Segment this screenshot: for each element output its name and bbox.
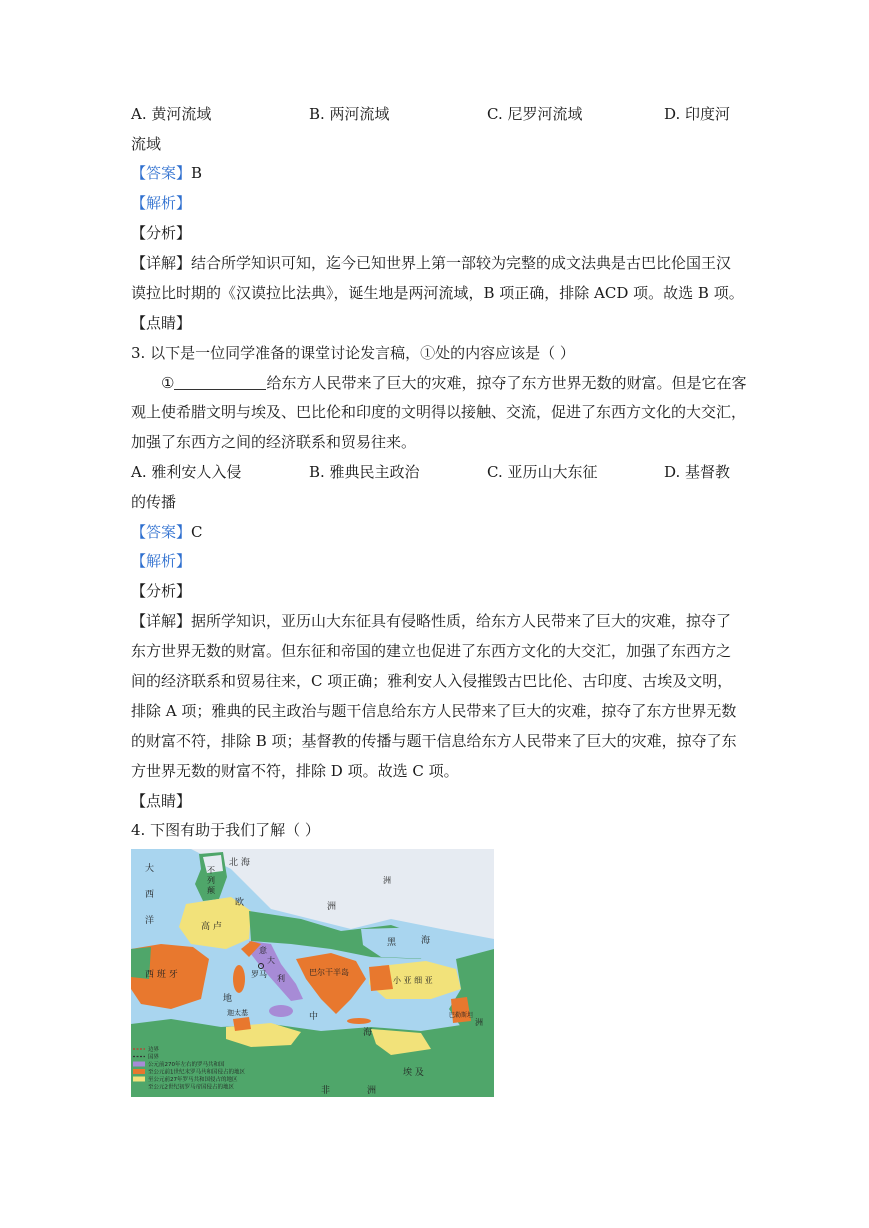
q3-quote-line-2: 观上使希腊文明与埃及、巴比伦和印度的文明得以接触、交流，促进了东西方文化的大交汇， [131,403,747,421]
detail-tag: 【详解】 [131,254,192,272]
label-palestine: 巴勒斯坦 [449,1012,474,1019]
detail-text: 据所学知识，亚历山大东征具有侵略性质，给东方人民带来了巨大的灾难，掠夺了 [191,612,732,630]
detail-tag: 【详解】 [131,612,192,630]
q3-answer [131,521,203,543]
q2-option-c[interactable]: C. 尼罗河流域 [487,105,583,123]
q3-quote-line-3: 加强了东西方之间的经济联系和贸易往来。 [131,433,417,451]
legend-label-5: 至公元2世纪初罗马帝国侵占的地区 [148,1084,235,1091]
label-europe-2: 洲 [327,902,337,912]
legend-swatch-5 [133,1084,145,1089]
detail-text: 结合所学知识可知，迄今已知世界上第一部较为完整的成文法典是古巴比伦国王汉 [191,254,732,272]
q3-detail-line-5: 的财富不符，排除 B 项；基督教的传播与题干信息给东方人民带来了巨大的灾难，掠夺了东 [131,732,737,750]
q2-fenxi: 【分析】 [131,224,192,242]
label-africa-2: 洲 [367,1086,377,1096]
map-asia-minor-west [369,965,393,991]
label-north-sea: 北 海 [229,858,250,868]
q3-detail-line-3: 间的经济联系和贸易往来，C 项正确；雅利安人入侵摧毁古巴比伦、古印度、古埃及文明， [131,672,733,690]
quote-text: 给东方人民带来了巨大的灾难，掠夺了东方世界无数的财富。但是它在客 [266,374,747,392]
answer-value: B [191,164,203,182]
map-crete [347,1018,371,1024]
legend-label-2: 公元前270年左右的罗马共和国 [148,1062,225,1068]
label-italy-2: 大 [267,956,275,965]
q2-option-d[interactable]: D. 印度河 [664,105,731,123]
label-gaul: 高 卢 [201,922,222,932]
label-africa-1: 非 [321,1086,331,1096]
label-balkan: 巴尔干半岛 [309,968,349,977]
q3-quote-line-1 [161,372,746,394]
q4-stem: 4. 下图有助于我们了解（ ） [131,821,320,839]
label-black-sea-1: 黑 [387,938,397,948]
q2-dianjing: 【点睛】 [131,314,192,332]
label-atlantic-1: 大 [145,864,155,874]
q3-option-d[interactable]: D. 基督教 [664,463,731,481]
legend-swatch-2 [133,1062,145,1067]
legend-swatch-4 [133,1077,145,1082]
q3-option-c[interactable]: C. 亚历山大东征 [487,463,598,481]
q3-detail-line-1 [131,610,731,632]
label-britain-2: 列 [207,876,215,885]
label-asia-2: 洲 [475,1018,483,1027]
q2-option-b[interactable]: B. 两河流域 [309,105,390,123]
legend-label-4: 至公元前27年罗马共和国侵占的地区 [148,1077,238,1083]
map-sicily [269,1005,293,1017]
label-black-sea-2: 海 [421,936,431,946]
q3-option-wrap: 的传播 [131,493,177,511]
map-sardinia [233,965,245,993]
map-carthage-orange [233,1017,251,1031]
label-italy-3: 利 [277,974,285,983]
q2-detail-line-2: 谟拉比时期的《汉谟拉比法典》，诞生地是两河流域，B 项正确，排除 ACD 项。故选 B 项。 [131,284,744,302]
answer-blank[interactable] [174,375,266,390]
legend-label-3: 至公元前1世纪末罗马共和国侵占的地区 [148,1069,246,1076]
label-hispania: 西 班 牙 [145,970,178,980]
legend-label-0: 边界 [148,1047,160,1053]
q3-dianjing: 【点睛】 [131,792,192,810]
label-med-1: 地 [223,994,233,1004]
q3-detail-line-2: 东方世界无数的财富。但东征和帝国的建立也促进了东西方文化的大交汇，加强了东西方之 [131,642,732,660]
q3-option-b[interactable]: B. 雅典民主政治 [309,463,420,481]
label-asia-1: 洲 [383,876,391,885]
q3-fenxi: 【分析】 [131,582,192,600]
label-carthage: 迦太基 [227,1009,248,1017]
label-rome: 罗马 [251,970,267,979]
label-europe-1: 欧 [235,898,245,908]
legend-label-1: 国界 [148,1054,160,1061]
q2-analysis-tag: 【解析】 [131,194,192,212]
q3-option-a[interactable]: A. 雅利安人入侵 [131,463,242,481]
q2-option-a[interactable]: A. 黄河流域 [131,105,212,123]
answer-tag: 【答案】 [131,523,192,541]
q3-detail-line-6: 方世界无数的财富不符，排除 D 项。故选 C 项。 [131,762,459,780]
label-britain-3: 颠 [207,886,215,895]
label-egypt: 埃 及 [403,1068,424,1078]
label-atlantic-3: 洋 [145,916,155,926]
q2-option-wrap: 流域 [131,135,162,153]
legend-swatch-3 [133,1069,145,1074]
q3-detail-line-4: 排除 A 项；雅典的民主政治与题干信息给东方人民带来了巨大的灾难，掠夺了东方世界无数 [131,702,737,720]
answer-tag: 【答案】 [131,164,192,182]
q3-analysis-tag: 【解析】 [131,552,192,570]
q2-detail-line-1 [131,252,731,274]
label-britain-1: 不 [207,866,215,875]
q2-answer [131,162,202,184]
roman-expansion-map [131,849,494,1097]
label-italy-1: 意 [259,946,267,955]
label-med-3: 海 [363,1028,373,1038]
label-asia-minor: 小 亚 细 亚 [393,976,433,985]
answer-value: C [191,523,203,541]
label-atlantic-2: 西 [145,890,155,900]
q3-stem: 3. 以下是一位同学准备的课堂讨论发言稿，①处的内容应该是（ ） [131,344,575,362]
label-med-2: 中 [309,1012,319,1022]
quote-number: ① [161,374,175,392]
